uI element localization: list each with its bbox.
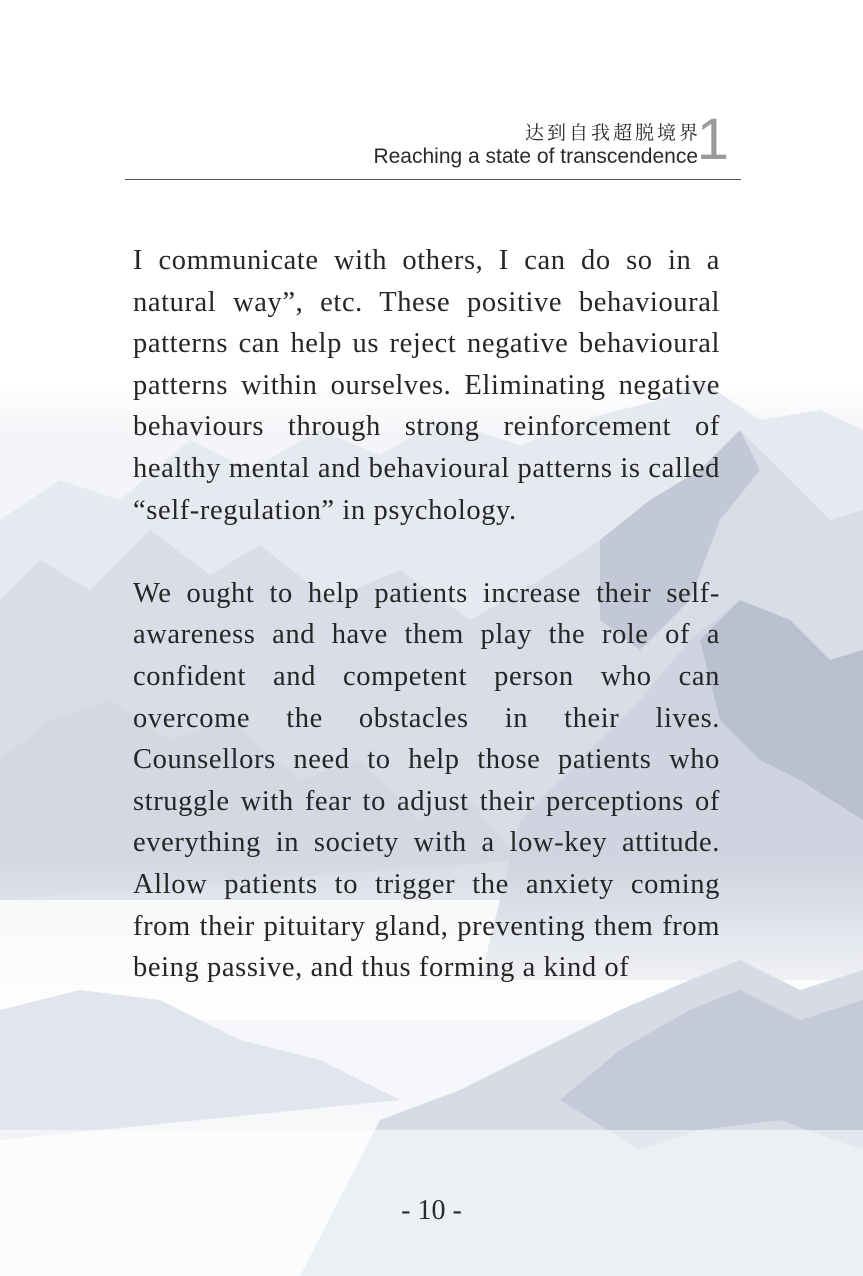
paragraph-1: I communicate with others, I can do so in a natural way”, etc. These positive behavioural patterns can help us reject negative behavioural patterns within ourselves. Eliminating negative behaviours through strong reinforcement of healthy mental and behavioural patterns is called “self-regulation” in psychology. — [133, 245, 720, 526]
chapter-number: 1 — [696, 107, 729, 172]
header-english-title: Reaching a state of transcendence — [373, 145, 698, 168]
header-divider — [125, 179, 741, 180]
page-number: - 10 - — [401, 1195, 462, 1226]
body-text — [133, 240, 720, 989]
header-chinese-title: 达到自我超脱境界 — [524, 122, 701, 144]
paragraph-2: We ought to help patients increase their self-awareness and have them play the role of a confident and competent person who can overcome the obstacles in their lives. Counsellors need to help those patients who struggle with fear to adjust their perceptions of everything in society with a low-key attitude. Allow patients to trigger the anxiety coming from their pituitary gland, preventing them from being passive, and thus forming a kind of — [133, 577, 720, 984]
running-header — [125, 108, 741, 180]
